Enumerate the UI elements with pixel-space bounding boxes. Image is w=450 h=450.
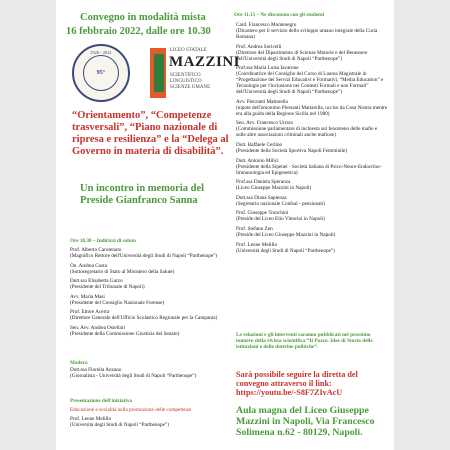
speaker-role: (Preside del Liceo Elio Vittorini in Napoli) [236, 216, 325, 223]
speaker-role: (Commissione parlamentare di inchiesta sul fenomeno delle mafie e sulle altre associazioni criminali anche mafiose) [236, 126, 378, 139]
speaker-item [236, 142, 388, 154]
speaker-item [236, 210, 388, 222]
speaker-item [236, 65, 388, 95]
speaker-item [70, 309, 230, 321]
speaker-role: (Università degli Studi di Napoli “Parthenope”) [236, 247, 335, 254]
logo-school-tracks [170, 73, 210, 91]
presentation-role: (Università degli Studi di Napoli “Parthenope”) [70, 422, 169, 428]
speaker-role: (nipote dell'omonimo Piersanti Mattarella, ucciso da Cosa Nostra mentre era alla guida della Regione Sicilia nel 1980) [236, 104, 388, 117]
speaker-role: (Preside del Liceo Giuseppe Mazzini in Napoli) [236, 231, 336, 238]
presentation-heading: Presentazione dell'iniziativa [70, 398, 133, 404]
speaker-name: Dott.ssa Diana Sapienza [236, 194, 287, 201]
speaker-name: Dott. Raffaele Cerlino [236, 141, 283, 148]
speaker-name: Prof.ssa Daniela Speranza [236, 179, 291, 186]
speaker-role: (Dicastero per il servizio dello sviluppo umano integrale della Curia Romana) [236, 28, 378, 40]
speaker-name: Sen. Avv. Andrea Ostellari [70, 324, 126, 331]
speaker-item [70, 294, 230, 306]
speaker-name: Dott.ssa Elisabetta Garzo [70, 278, 123, 285]
logo-green-block [154, 54, 164, 92]
livestream-info: Sarà possibile seguire la diretta del convegno attraverso il link: https://youtu.be/-S8F7ZIvAcU [236, 370, 358, 397]
speaker-name: On. Andrea Costa [70, 262, 108, 269]
event-date: 16 febbraio 2022, dalle ore 10.30 [66, 26, 211, 37]
speaker-role: (Presidente della Società Sportiva Napoli Femminile) [236, 147, 348, 154]
speaker-role: (Direttore Generale dell'Ufficio Scolastico Regionale per la Campania) [70, 315, 218, 322]
speaker-role: (Liceo Giuseppe Mazzini in Napoli) [236, 185, 312, 192]
speaker-item [70, 325, 230, 337]
speaker-role: (Direttore del Dipartimento di Scienze Motorie e del Benessere dell'Università degli Studi di Napoli “Parthenope”) [236, 49, 368, 62]
liceo-mazzini-logo [150, 46, 241, 100]
discussion-heading: Ore 11.15 – Ne discutono con gli studenti [234, 12, 325, 18]
speaker-role: (Sottosegretario di Stato al Ministero della Salute) [70, 268, 175, 275]
greetings-list [70, 247, 230, 337]
speaker-item [70, 278, 230, 290]
speaker-name: Prof. Stefano Zen [236, 225, 273, 232]
speaker-role: (Presidente del Tribunale di Napoli) [70, 284, 145, 291]
speaker-item [236, 22, 388, 40]
speaker-name: Prof. Alberto Carotenuto [70, 247, 122, 253]
speaker-name: Prof. Leone Melillo [236, 241, 278, 248]
speaker-role: (Presidente del Consiglio Nazionale Forense) [70, 299, 165, 306]
presentation-subtitle: Educazione e socialità nella promozione delle competenze [70, 407, 192, 413]
speaker-item [236, 158, 388, 176]
speaker-name: Prof.ssa Maria Luisa Iavarone [236, 65, 299, 72]
speaker-item [236, 242, 388, 254]
moderator-heading: Modera [70, 360, 88, 366]
seal-years: 1926 - 2021 [90, 50, 112, 55]
speaker-item [236, 179, 388, 191]
speaker-item [236, 99, 388, 117]
memorial-subtitle: Un incontro in memoria del Preside Gianfranco Sanna [80, 183, 205, 206]
moderator-role: (Giornalista - Università degli Studi di Napoli “Parthenope”) [70, 373, 197, 379]
speaker-name: Prof. Andrea Soricelli [236, 43, 282, 50]
event-topics: “Orientamento”, “Competenze trasversali”, “Piano nazionale di ripresa e resilienza” e la “Delega al Governo in materia di disabilità”. [72, 110, 229, 157]
speaker-role: (Segretario nazionale Confsal - pensionati) [236, 200, 326, 207]
venue-address: Aula magna del Liceo Giuseppe Mazzini in Napoli, Via Francesco Solimena n.62 - 80129, Napoli. [236, 405, 375, 438]
speaker-role: (Presidente della Commissione Giustizia del Senato) [70, 330, 180, 337]
speaker-role: (Presidente della Sipenei - Società italiana di Psico-Neuro-Endocrino-Immunologia ed Epigenetica) [236, 163, 382, 176]
logo-school-type: LICEO STATALE [170, 48, 207, 53]
publication-note: Le relazioni e gli interventi saranno pubblicati nel prossimo numero della rivista scientifica “Il Pozzo. Idee di Storia delle istituzioni e delle dottrine politiche”. [236, 332, 373, 351]
speaker-name: Prof. Ettore Acerra [70, 309, 110, 316]
speaker-name: Avv. Pierzanti Mattarella [236, 98, 288, 105]
anniversary-seal-logo [72, 44, 130, 102]
logo-track-3: SCIENZE UMANE [170, 85, 211, 90]
speaker-name: Sen. Avv. Francesco Urraro [236, 120, 294, 127]
speaker-item [236, 120, 388, 138]
speaker-name: Card. Francesco Montenegro [236, 22, 297, 28]
seal-center: 95° [83, 55, 119, 91]
greetings-heading: Ore 10.30 – Indirizzi di saluto [70, 238, 136, 244]
moderator-section [70, 360, 230, 379]
speaker-name: Prof. Giuseppe Tranchini [236, 210, 289, 217]
speaker-role: (Magnifico Rettore dell'Università degli Studi di Napoli “Parthenope”) [70, 253, 218, 259]
speaker-item [236, 195, 388, 207]
presentation-name: Prof. Leone Melillo [70, 416, 112, 422]
discussion-list [236, 22, 388, 257]
speaker-item [236, 226, 388, 238]
logo-track-1: SCIENTIFICO [170, 73, 201, 78]
greetings-section [70, 238, 230, 341]
speaker-item [70, 263, 230, 275]
event-title: Convegno in modalità mista [80, 12, 206, 23]
logo-track-2: LINGUISTICO [170, 79, 202, 84]
speaker-name: Dott. Antonio Milici [236, 157, 279, 164]
speaker-item [236, 44, 388, 62]
presentation-section [70, 398, 230, 428]
speaker-name: Avv. Maria Masi [70, 293, 105, 300]
speaker-role: (Coordinatrice del Consiglio del Corso di Laurea Magistrale in “Progettazione dei Servizi Educativi e Formativi, “Media Education” e Tecnologie per l'inclusione nei Contesti Formali e non Formali” dell'Università degli Studi di Napoli “Parthenope”) [236, 71, 384, 96]
speaker-item [70, 247, 230, 259]
moderator-name: Dott.ssa Fiorella Anzano [70, 367, 122, 373]
logo-school-name: MAZZINI [169, 54, 241, 70]
flyer-page [56, 0, 394, 450]
